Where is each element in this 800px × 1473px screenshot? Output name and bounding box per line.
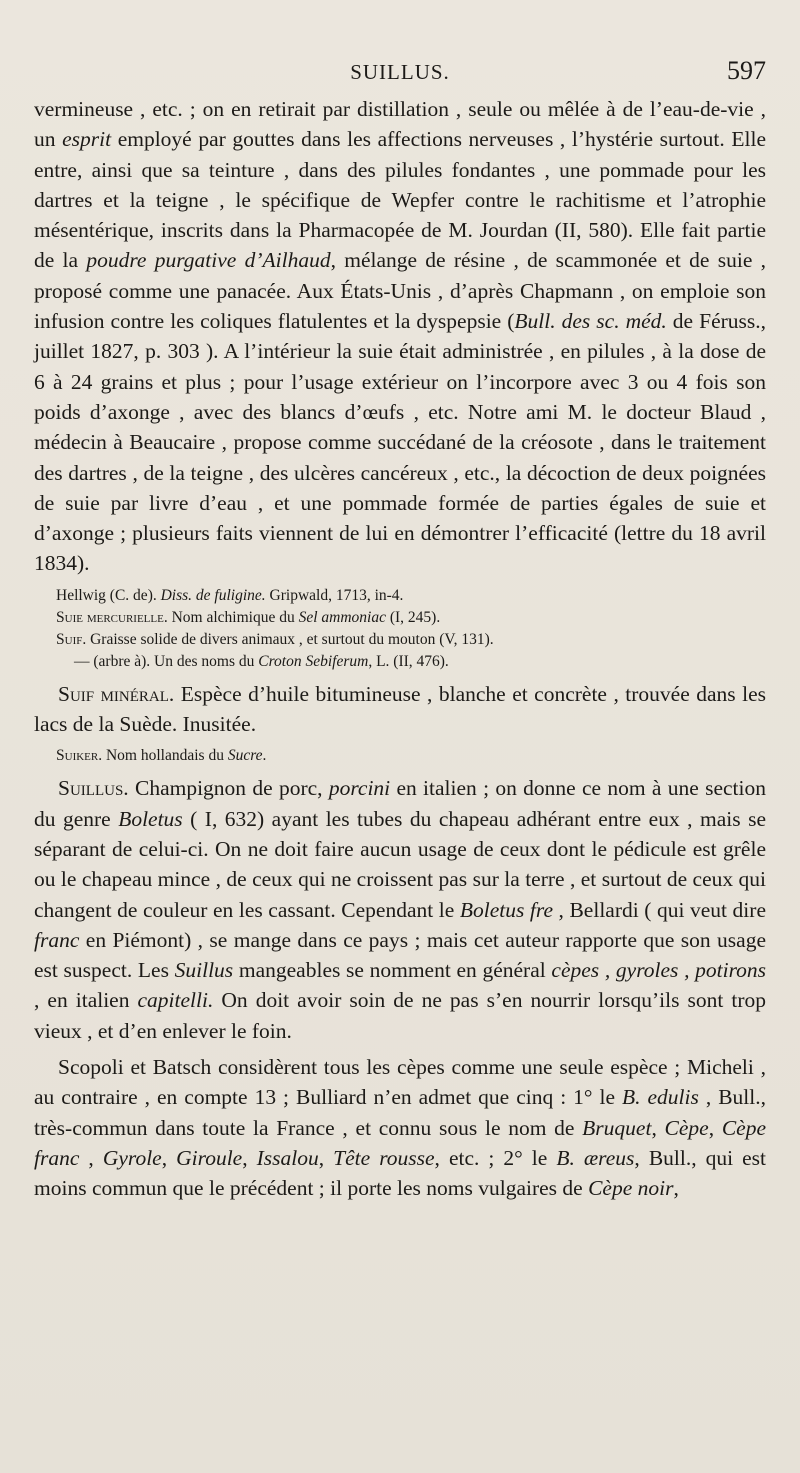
entry-suif-arbre: — (arbre à). Un des noms du Croton Sebiferum, L. (II, 476). <box>74 652 449 670</box>
reference-hellwig: Hellwig (C. de). Diss. de fuligine. Gripwald, 1713, in-4. <box>56 586 404 604</box>
paragraph-scopoli: Scopoli et Batsch considèrent tous les cèpes comme une seule espèce ; Micheli , au contraire , en compte 13 ; Bulliard n’en admet que cinq : 1° le B. edulis , Bull., très-commun dans toute la France , et connu sous le nom de Bruquet, Cèpe, Cèpe franc , Gyrole, Giroule, Issalou, Tête rousse, etc. ; 2° le B. æreus, Bull., qui est moins commun que le précédent ; il porte les noms vulgaires de Cèpe noir, <box>34 1055 767 1201</box>
entry-suillus: Suillus. Champignon de porc, porcini en italien ; on donne ce nom à une section du genre Boletus ( I, 632) ayant les tubes du chapeau adhérant entre eux , mais se séparant de celui-ci. On ne doit faire aucun usage de ceux dont le pédicule est grêle ou le chapeau mince , de ceux qui ne croissent pas sur la terre , et surtout de ceux qui changent de couleur en les cassant. Cependant le Boletus fre , Bellardi ( qui veut dire franc en Piémont) , se mange dans ce pays ; mais cet auteur rapporte que son usage est suspect. Les Suillus mangeables se nomment en général cèpes , gyroles , potirons , en italien capitelli. On doit avoir soin de ne pas s’en nourrir lorsqu’ils sont trop vieux , et d’en enlever le foin. <box>34 776 767 1043</box>
entry-suif: Suif. Graisse solide de divers animaux , et surtout du mouton (V, 131). <box>56 630 494 648</box>
entry-suiker: Suiker. Nom hollandais du Sucre. <box>56 747 267 765</box>
running-header <box>34 56 766 94</box>
entry-suif-mineral: Suif minéral. Espèce d’huile bitumineuse , blanche et concrète , trouvée dans les lacs de la Suède. Inusitée. <box>34 681 766 737</box>
running-title: SUILLUS. <box>350 60 450 84</box>
entry-suie-mercurielle: Suie mercurielle. Nom alchimique du Sel ammoniac (I, 245). <box>56 608 441 626</box>
page-number: 597 <box>727 56 766 85</box>
paragraph-suie-continued: vermineuse , etc. ; on en retirait par distillation , seule ou mêlée à de l’eau-de-vie , un esprit employé par gouttes dans les affections nerveuses , l’hystérie surtout. Elle entre, ainsi que sa teinture , dans des pilules fondantes , une pommade pour les dartres et la teigne , le spécifique de Wepfer contre le rachitisme et l’atrophie mésentérique, inscrits dans la Pharmacopée de M. Jourdan (II, 580). Elle fait partie de la poudre purgative d’Ailhaud, mélange de résine , de scammonée et de suie , proposé comme une panacée. Aux États-Unis , d’après Chapmann , on emploie son infusion contre les coliques flatulentes et la dyspepsie (Bull. des sc. méd. de Féruss., juillet 1827, p. 303 ). A l’intérieur la suie était administrée , en pilules , à la dose de 6 à 24 grains et plus ; pour l’usage extérieur on l’incorpore avec 3 ou 4 fois son poids d’axonge , avec des blancs d’œufs , etc. Notre ami M. le docteur Blaud , médecin à Beaucaire , propose comme succédané de la créosote , dans le traitement des dartres , de la teigne , des ulcères cancéreux , etc., la décoction de deux poignées de suie par livre d’eau , et une pommade formée de parties égales de suie et d’axonge ; plusieurs faits viennent de lui en démontrer l’efficacité (lettre du 18 avril 1834). <box>34 97 766 576</box>
